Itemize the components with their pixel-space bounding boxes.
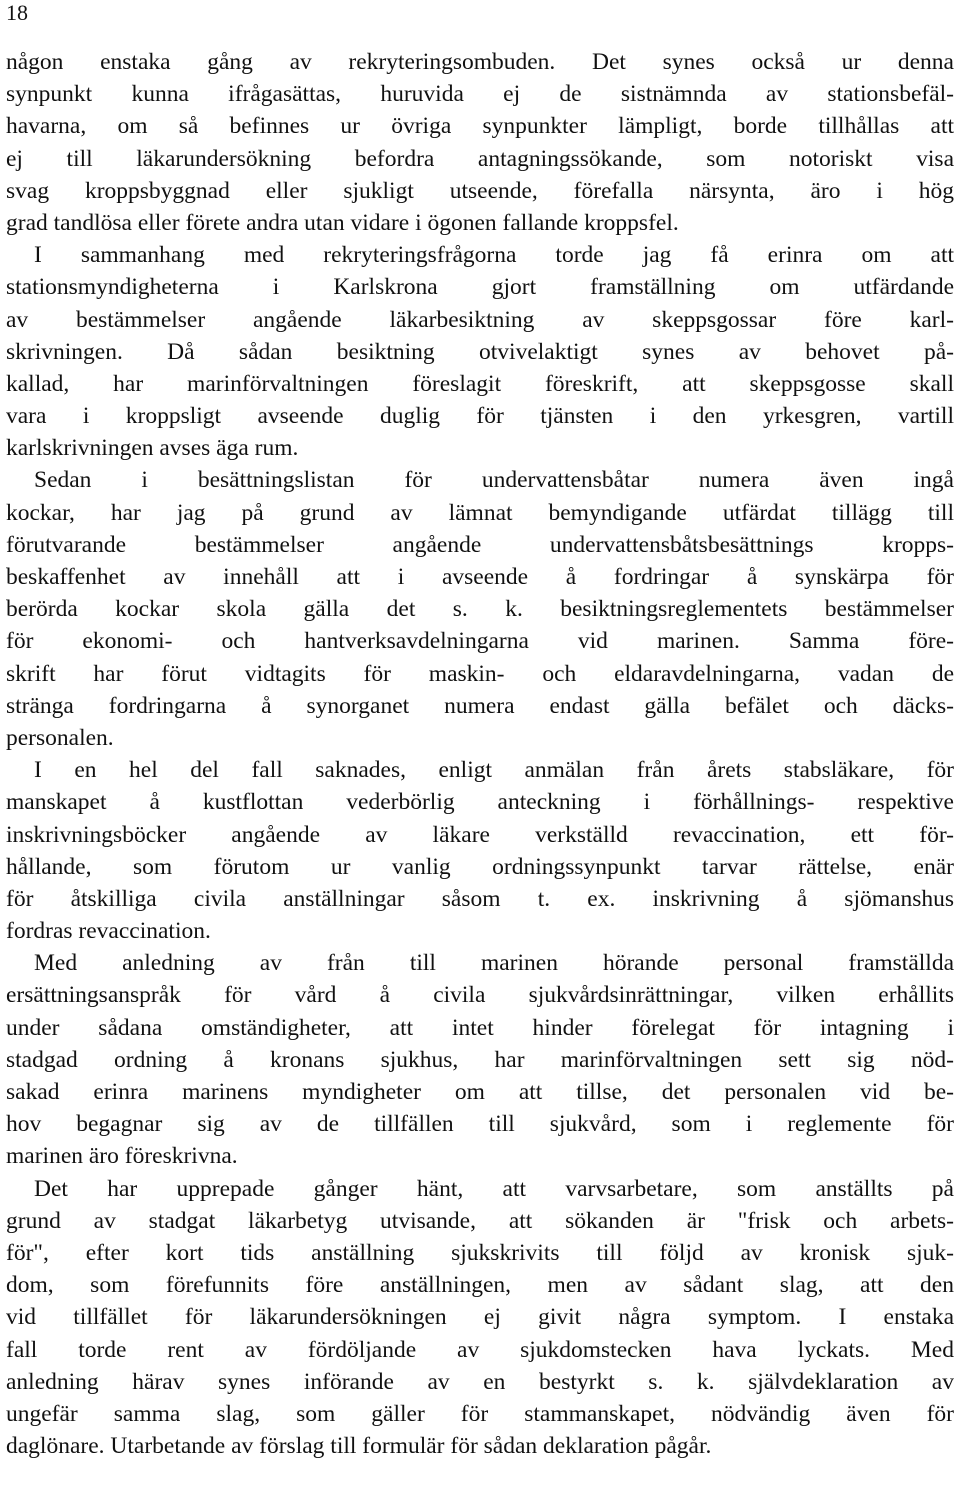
page-number: 18 [6, 0, 28, 25]
text-line: Sedan i besättningslistan för undervattensbåtar numera även ingå [34, 467, 954, 494]
text-line: ungefär samma slag, som gäller för stammanskapet, nödvändig även för [6, 1400, 954, 1427]
body-text [6, 46, 954, 1462]
text-line: under sådana omständigheter, att intet hinder förelegat för intagning i [6, 1014, 954, 1041]
text-line: beskaffenhet av innehåll att i avseende å fordringar å synskärpa för [6, 564, 954, 590]
text-line: fordras revaccination. [6, 918, 211, 945]
text-line: karlskrivningen avses äga rum. [6, 435, 299, 462]
text-line: grund av stadgat läkarbetyg utvisande, att sökanden är "frisk och arbets- [6, 1207, 954, 1234]
text-line: grad tandlösa eller förete andra utan vidare i ögonen fallande kroppsfel. [6, 209, 679, 236]
text-line: marinen äro föreskrivna. [6, 1143, 238, 1170]
text-line: I en hel del fall saknades, enligt anmälan från årets stabsläkare, för [34, 757, 954, 784]
text-line: vara i kroppsligt avseende duglig för tjänsten i den yrkesgren, vartill [6, 403, 954, 430]
text-line: svag kroppsbyggnad eller sjukligt utseende, förefalla närsynta, äro i hög [6, 177, 954, 204]
text-line: stadgad ordning å kronans sjukhus, har marinförvaltningen sett sig nöd- [6, 1046, 954, 1073]
text-line: havarna, om så befinnes ur övriga synpunkter lämpligt, borde tillhållas att [6, 113, 954, 140]
text-line: fall torde rent av fördöljande av sjukdomstecken hava lyckats. Med [6, 1336, 954, 1363]
text-line: berörda kockar skola gälla det s. k. besiktningsreglementets bestämmelser [6, 596, 954, 623]
text-line: för åtskilliga civila anställningar såsom t. ex. inskrivning å sjömanshus [6, 885, 954, 912]
text-line: ersättningsanspråk för vård å civila sjukvårdsinrättningar, vilken erhållits [6, 982, 954, 1009]
text-line: inskrivningsböcker angående av läkare verkställd revaccination, ett för- [6, 821, 954, 848]
text-line: Det har upprepade gånger hänt, att varvsarbetare, som anställts på [34, 1175, 954, 1202]
text-line: vid tillfället för läkarundersökningen ej givit några symptom. I enstaka [6, 1304, 954, 1331]
text-line: daglönare. Utarbetande av förslag till formulär för sådan deklaration pågår. [6, 1433, 712, 1460]
text-line: stränga fordringarna å synorganet numera endast gälla befälet och däcks- [6, 692, 954, 719]
text-line: någon enstaka gång av rekryteringsombuden. Det synes också ur denna [6, 49, 954, 75]
text-line: skrift har förut vidtagits för maskin- och eldaravdelningarna, vadan de [6, 660, 954, 687]
text-line: dom, som förefunnits före anställningen, men av sådant slag, att den [6, 1272, 954, 1299]
text-line: I sammanhang med rekryteringsfrågorna torde jag få erinra om att [34, 242, 954, 269]
text-line: ej till läkarundersökning befordra antagningssökande, som notoriskt visa [6, 145, 954, 172]
text-line: sakad erinra marinens myndigheter om att tillse, det personalen vid be- [6, 1079, 954, 1105]
text-line: Med anledning av från till marinen hörande personal framställda [34, 950, 954, 977]
text-line: kallad, har marinförvaltningen föreslagit föreskrift, att skeppsgosse skall [6, 370, 954, 397]
text-line: skrivningen. Då sådan besiktning otvivelaktigt synes av behovet på- [6, 338, 954, 365]
text-line: kockar, har jag på grund av lämnat bemyndigande utfärdat tillägg till [6, 499, 954, 526]
text-line: hållande, som förutom ur vanlig ordningssynpunkt tarvar rättelse, enär [6, 853, 954, 880]
text-line: synpunkt kunna ifrågasättas, huruvida ej de sistnämnda av stationsbefäl- [6, 81, 954, 108]
text-line: stationsmyndigheterna i Karlskrona gjort framställning om utfärdande [6, 274, 954, 301]
text-line: förutvarande bestämmelser angående undervattensbåtsbesättnings kropps- [6, 531, 954, 558]
text-line: för", efter kort tids anställning sjukskrivits till följd av kronisk sjuk- [6, 1239, 954, 1266]
text-line: av bestämmelser angående läkarbesiktning av skeppsgossar före karl- [6, 306, 954, 333]
text-line: anledning härav synes införande av en bestyrkt s. k. självdeklaration av [6, 1368, 954, 1395]
text-line: personalen. [6, 724, 114, 751]
text-line: för ekonomi- och hantverksavdelningarna vid marinen. Samma före- [6, 628, 954, 655]
text-line: manskapet å kustflottan vederbörlig anteckning i förhållnings- respektive [6, 789, 954, 816]
text-line: hov begagnar sig av de tillfällen till sjukvård, som i reglemente för [6, 1111, 954, 1138]
